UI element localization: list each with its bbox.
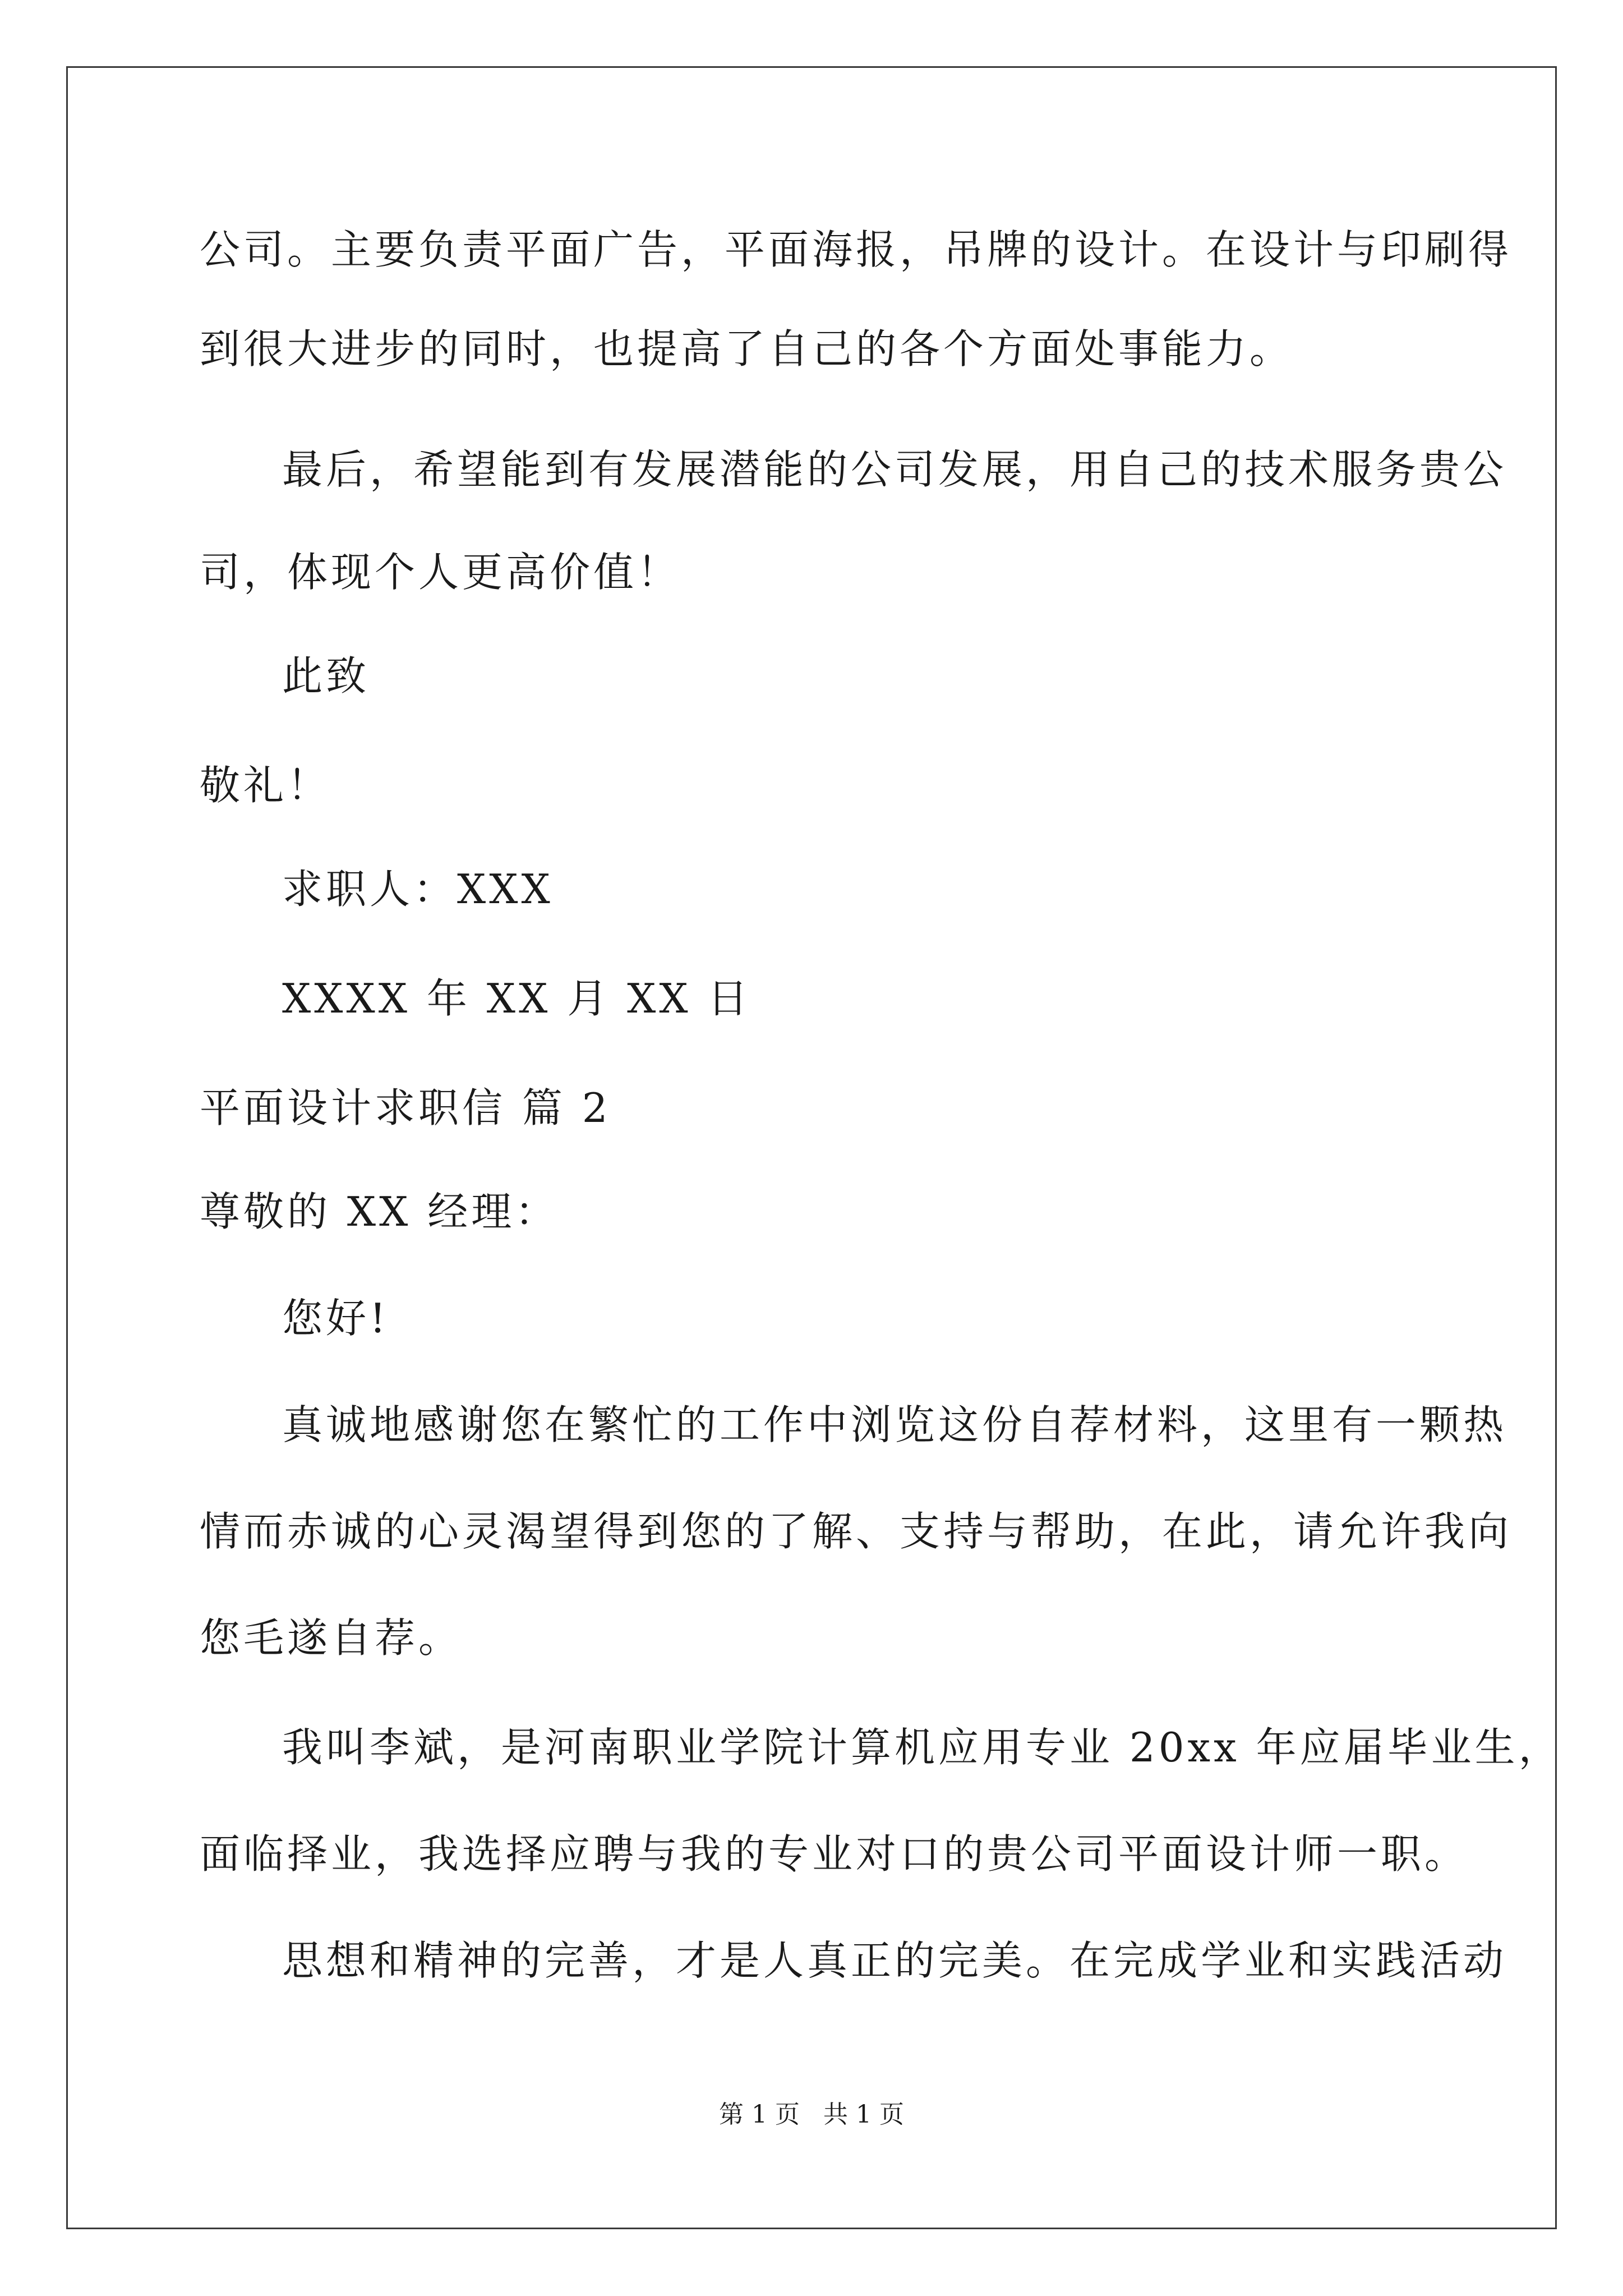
text-line: 真诚地感谢您在繁忙的工作中浏览这份自荐材料，这里有一颗热 xyxy=(282,1401,1507,1448)
salutation: 尊敬的 XX 经理： xyxy=(200,1188,559,1235)
text-line: 此致 xyxy=(282,652,370,700)
greeting: 您好! xyxy=(282,1295,389,1342)
text-line: 到很大进步的同时，也提高了自己的各个方面处事能力。 xyxy=(200,325,1294,372)
text-line: 思想和精神的完善，才是人真正的完美。在完成学业和实践活动 xyxy=(282,1937,1507,1984)
text-line: 面临择业，我选择应聘与我的专业对口的贵公司平面设计师一职。 xyxy=(200,1830,1469,1878)
text-line: 最后，希望能到有发展潜能的公司发展，用自己的技术服务贵公 xyxy=(282,446,1507,493)
text-line: 我叫李斌，是河南职业学院计算机应用专业 20xx 年应届毕业生， xyxy=(282,1724,1562,1771)
page-footer: 第 1 页 共 1 页 xyxy=(719,2100,904,2129)
text-line: 情而赤诚的心灵渴望得到您的了解、支持与帮助，在此，请允许我向 xyxy=(200,1508,1513,1555)
text-line: XXXX 年 XX 月 XX 日 xyxy=(282,975,751,1022)
text-line: 敬礼！ xyxy=(200,762,331,809)
text-line: 公司。主要负责平面广告，平面海报，吊牌的设计。在设计与印刷得 xyxy=(200,226,1513,273)
text-line: 您毛遂自荐。 xyxy=(200,1614,463,1662)
text-line: 求职人：XXX xyxy=(282,866,554,913)
page-border xyxy=(66,66,1557,2229)
text-line: 司，体现个人更高价值！ xyxy=(200,549,681,596)
section-heading: 平面设计求职信 篇 2 xyxy=(200,1084,611,1131)
